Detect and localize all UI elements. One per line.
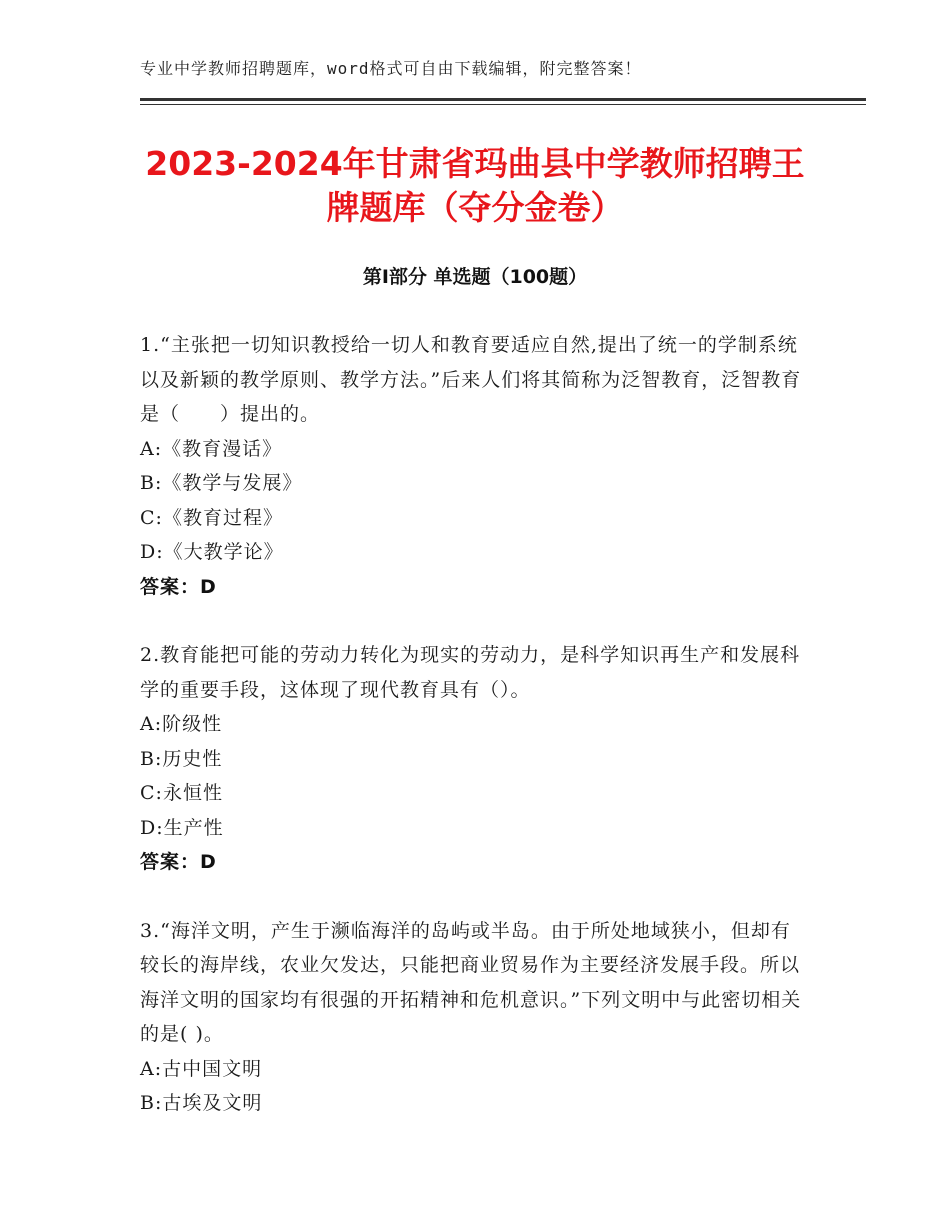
header-divider-thick: [140, 98, 866, 101]
answer-label: 答案：D: [140, 575, 217, 598]
question-stem: 2.教育能把可能的劳动力转化为现实的劳动力，是科学知识再生产和发展科学的重要手段，这体现了现代教育具有（）。: [140, 644, 801, 701]
option-c: C:《教育过程》: [140, 506, 283, 529]
question-item-2: [140, 638, 810, 880]
option-b: B:历史性: [140, 747, 223, 770]
document-title: 2023-2024年甘肃省玛曲县中学教师招聘王牌题库（夺分金卷）: [145, 144, 805, 227]
option-c: C:永恒性: [140, 782, 223, 804]
header-divider-thin: [140, 104, 866, 105]
question-stem: 1.“主张把一切知识教授给一切人和教育要适应自然,提出了统一的学制系统以及新颖的教学原则、教学方法。”后来人们将其简称为泛智教育，泛智教育是（ ）提出的。: [140, 334, 802, 425]
question-item-1: [140, 328, 810, 604]
question-stem: 3.“海洋文明，产生于濒临海洋的岛屿或半岛。由于所处地域狭小，但却有较长的海岸线，农业欠发达，只能把商业贸易作为主要经济发展手段。所以海洋文明的国家均有很强的开拓精神和危机意识。”下列文明中与此密切相关的是( )。: [140, 919, 802, 1045]
question-item-3: [140, 914, 810, 1121]
option-d: D:《大教学论》: [140, 541, 284, 563]
option-b: B:《教学与发展》: [140, 472, 303, 494]
option-d: D:生产性: [140, 816, 224, 839]
option-b: B:古埃及文明: [140, 1092, 263, 1114]
answer-label: 答案：D: [140, 851, 217, 873]
question-list: [140, 328, 810, 1155]
option-a: A:古中国文明: [140, 1057, 263, 1080]
section-heading: 第Ⅰ部分 单选题（100题）: [362, 266, 588, 288]
option-a: A:阶级性: [140, 713, 223, 735]
option-a: A:《教育漫话》: [140, 437, 283, 460]
header-note: 专业中学教师招聘题库，word格式可自由下载编辑，附完整答案！: [140, 59, 642, 78]
